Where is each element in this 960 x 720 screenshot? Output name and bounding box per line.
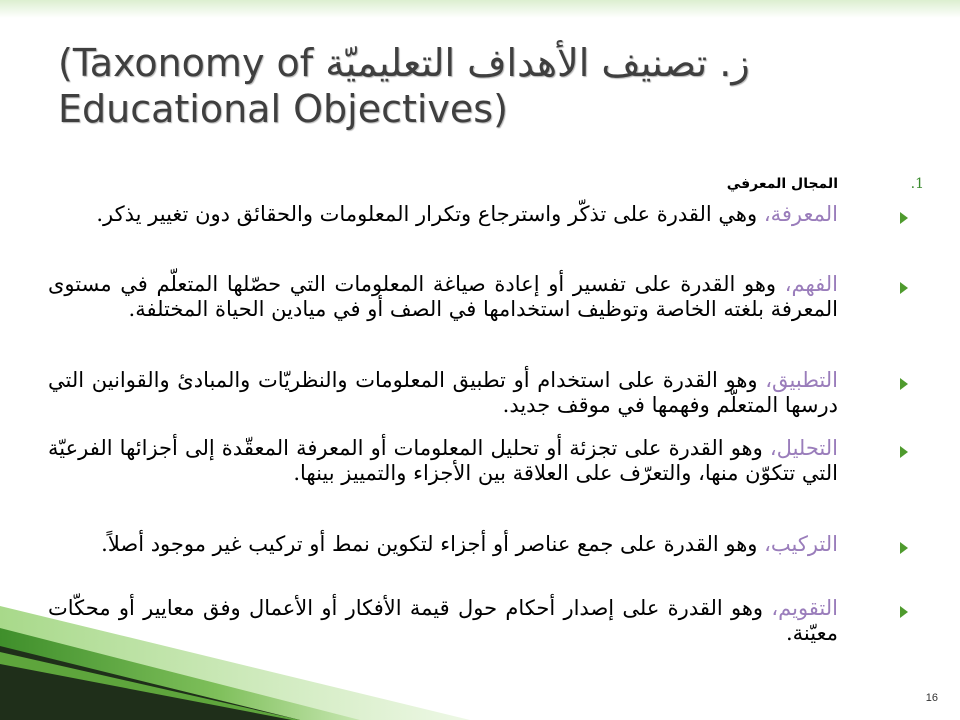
item-text — [48, 436, 838, 486]
item-description: وهو القدرة على تجزئة أو تحليل المعلومات أو المعرفة المعقّدة إلى أجزائها الفرعيّة التي تتكوّن منها، والتعرّف على العلاقة بين الأجزاء والتمييز بينها. — [48, 436, 838, 485]
item-term: التقويم، — [771, 596, 838, 620]
title-line-1 — [58, 40, 938, 86]
item-text — [48, 202, 838, 227]
item-term: الفهم، — [784, 272, 838, 296]
section-title: المجال المعرفي — [726, 176, 838, 192]
item-description: وهو القدرة على تفسير أو إعادة صياغة المعلومات التي حصّلها المتعلّم في مستوى المعرفة بلغته الخاصة وتوظيف استخدامها في الصف أو في ميادين الحياة المختلفة. — [48, 272, 838, 321]
triangle-right-icon — [900, 212, 908, 224]
item-text — [48, 272, 838, 322]
item-description: وهو القدرة على استخدام أو تطبيق المعلومات والنظريّات والمبادئ والقوانين التي درسها المتعلّم وفهمها في موقف جديد. — [48, 368, 838, 417]
title-english-open: (Taxonomy of — [58, 41, 314, 85]
triangle-right-icon — [900, 282, 908, 294]
title-english-close: Educational Objectives) — [58, 87, 508, 131]
triangle-right-icon — [900, 446, 908, 458]
triangle-right-icon — [900, 378, 908, 390]
section-heading — [44, 172, 924, 202]
item-description: وهو القدرة على إصدار أحكام حول قيمة الأفكار أو الأعمال وفق معايير أو محكّات معيّنة. — [48, 596, 838, 645]
item-description: وهو القدرة على جمع عناصر أو أجزاء لتكوين نمط أو تركيب غير موجود أصلاً. — [101, 532, 765, 556]
triangle-right-icon — [900, 606, 908, 618]
top-band — [0, 0, 960, 18]
slide-content — [44, 172, 924, 672]
item-description: وهي القدرة على تذكّر واسترجاع وتكرار المعلومات والحقائق دون تغيير يذكر. — [96, 202, 764, 226]
item-text — [48, 368, 838, 418]
item-term: التركيب، — [764, 532, 838, 556]
item-term: التحليل، — [769, 436, 838, 460]
title-arabic: ز. تصنيف الأهداف التعليميّة — [325, 41, 750, 85]
section-number: .1 — [910, 176, 924, 192]
triangle-right-icon — [900, 542, 908, 554]
item-text — [48, 596, 838, 646]
item-term: المعرفة، — [763, 202, 838, 226]
page-number: 16 — [925, 692, 938, 704]
item-term: التطبيق، — [765, 368, 838, 392]
slide-title — [58, 40, 938, 132]
item-text — [48, 532, 838, 557]
